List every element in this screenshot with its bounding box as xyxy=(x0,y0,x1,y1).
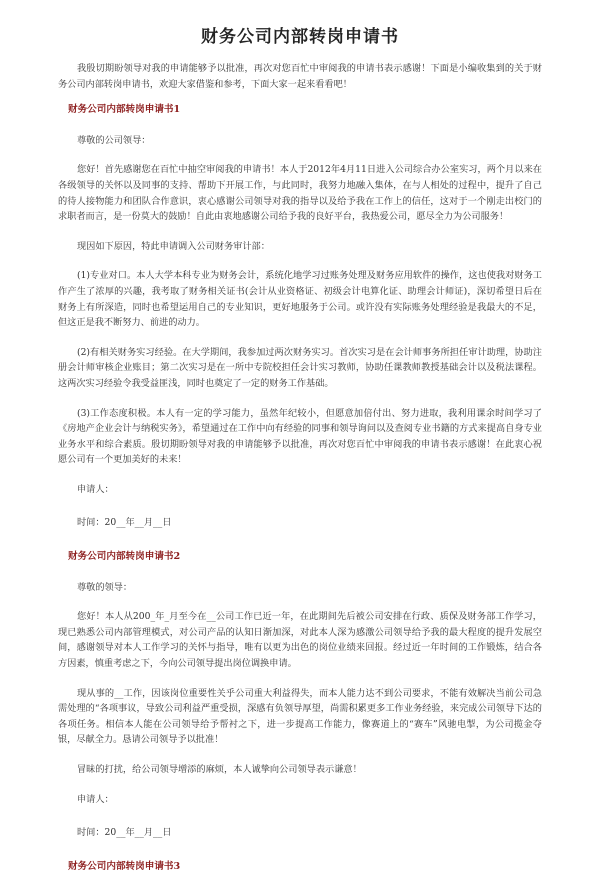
letter1-paragraph-5: (3)工作态度积极。本人有一定的学习能力，虽然年纪较小，但愿意加倍付出、努力进取，我利用课余时间学习了《房地产企业会计与纳税实务》，希望通过在工作中向有经验的同事和领导询问以及查阅专业书籍的方式来提高自身专业业务水平和综合素质。殷切期盼领导对我的申请能够予以批准，再次对您百忙中审阅我的申请书表示感谢！在此衷心祝愿公司有一个更加美好的未来！ xyxy=(58,407,542,466)
letter1-paragraph-4: (2)有相关财务实习经验。在大学期间，我参加过两次财务实习。首次实习是在会计师事务所担任审计助理，协助注册会计师审核企业账目；第二次实习是在一所中专院校担任会计实习教师，协助任课教师教授基础会计以及税法课程。这两次实习经验令我受益匪浅，同时也奠定了一定的财务工作基础。 xyxy=(58,346,542,389)
letter2-heading: 财务公司内部转岗申请书2 xyxy=(68,551,181,563)
document-title: 财务公司内部转岗申请书 xyxy=(201,27,399,47)
letter3-heading: 财务公司内部转岗申请书3 xyxy=(68,860,181,872)
letter1-paragraph-2: 现因如下原因，特此申请调入公司财务审计部： xyxy=(77,240,270,252)
letter2-paragraph-3: 冒昧的打扰，给公司领导增添的麻烦，本人诚挚向公司领导表示谦意！ xyxy=(77,764,362,775)
letter1-paragraph-1: 您好！首先感谢您在百忙中抽空审阅我的申请书！本人于2012年4月11日进入公司综合办公室实习，两个月以来在各级领导的关怀以及同事的支持、帮助下开展工作，与此同时，我努力地融入集体，在与人相处的过程中，提升了自己的待人接物能力和团队合作意识，衷心感谢公司领导对我的指导以及给予我在工作上的信任，这对于一个刚走出校门的求职者而言，是一份莫大的鼓励！自此由衷地感谢公司给予我的良好平台，我热爱公司，愿尽全力为公司服务！ xyxy=(58,164,542,223)
letter1-heading: 财务公司内部转岗申请书1 xyxy=(68,104,181,116)
letter2-applicant: 申请人： xyxy=(77,793,114,805)
letter1-paragraph-3: (1)专业对口。本人大学本科专业为财务会计，系统化地学习过账务处理及财务应用软件的操作，这也使我对财务工作产生了浓厚的兴趣，我考取了财务相关证书(会计从业资格证、初级会计电算化证、助理会计师证)，深切希望日后在财务上有所深造，同时也希望运用自己的专业知识，更好地服务于公司。或许没有实际账务处理经验是我最大的不足，但这正是我不断努力、前进的动力。 xyxy=(58,270,542,329)
letter2-paragraph-1: 您好！本人从200_年_月至今在__公司工作已近一年，在此期间先后被公司安排在行政、质保及财务部工作学习，现已熟悉公司内部管理模式，对公司产品的认知日渐加深，对此本人深为感激公司领导给予我的最大程度的提升发展空间，感谢领导对本人工作学习的关怀与指导，唯有以更为出色的岗位业绩来回报。经过近一年时间的工作锻炼，结合各方因素，慎重考虑之下，今向公司领导提出岗位调换申请。 xyxy=(58,611,542,670)
letter2-paragraph-2: 现从事的__工作，因该岗位重要性关乎公司重大利益得失，而本人能力达不到公司要求，不能有效解决当前公司急需处理的“各项事议，导致公司利益严重受损，深感有负领导厚望，尚需积累更多工作业务经验，来完成公司领导下达的各项任务。相信本人能在公司领导给予帮衬之下，进一步提高工作能力，像赛道上的“赛车”风驰电掣，为公司揽金夺银，尽献全力。恳请公司领导予以批准！ xyxy=(58,687,542,746)
letter1-greeting: 尊敬的公司领导： xyxy=(77,134,151,146)
letter2-greeting: 尊敬的领导： xyxy=(77,581,133,593)
intro-paragraph: 我殷切期盼领导对我的申请能够予以批准，再次对您百忙中审阅我的申请书表示感谢！下面是小编收集到的关于财务公司内部转岗申请书，欢迎大家借鉴和参考，下面大家一起来看看吧！ xyxy=(58,63,542,90)
letter2-date: 时间：20__年__月__日 xyxy=(77,827,172,839)
letter1-date: 时间：20__年__月__日 xyxy=(77,517,172,529)
letter1-applicant: 申请人： xyxy=(77,483,114,495)
